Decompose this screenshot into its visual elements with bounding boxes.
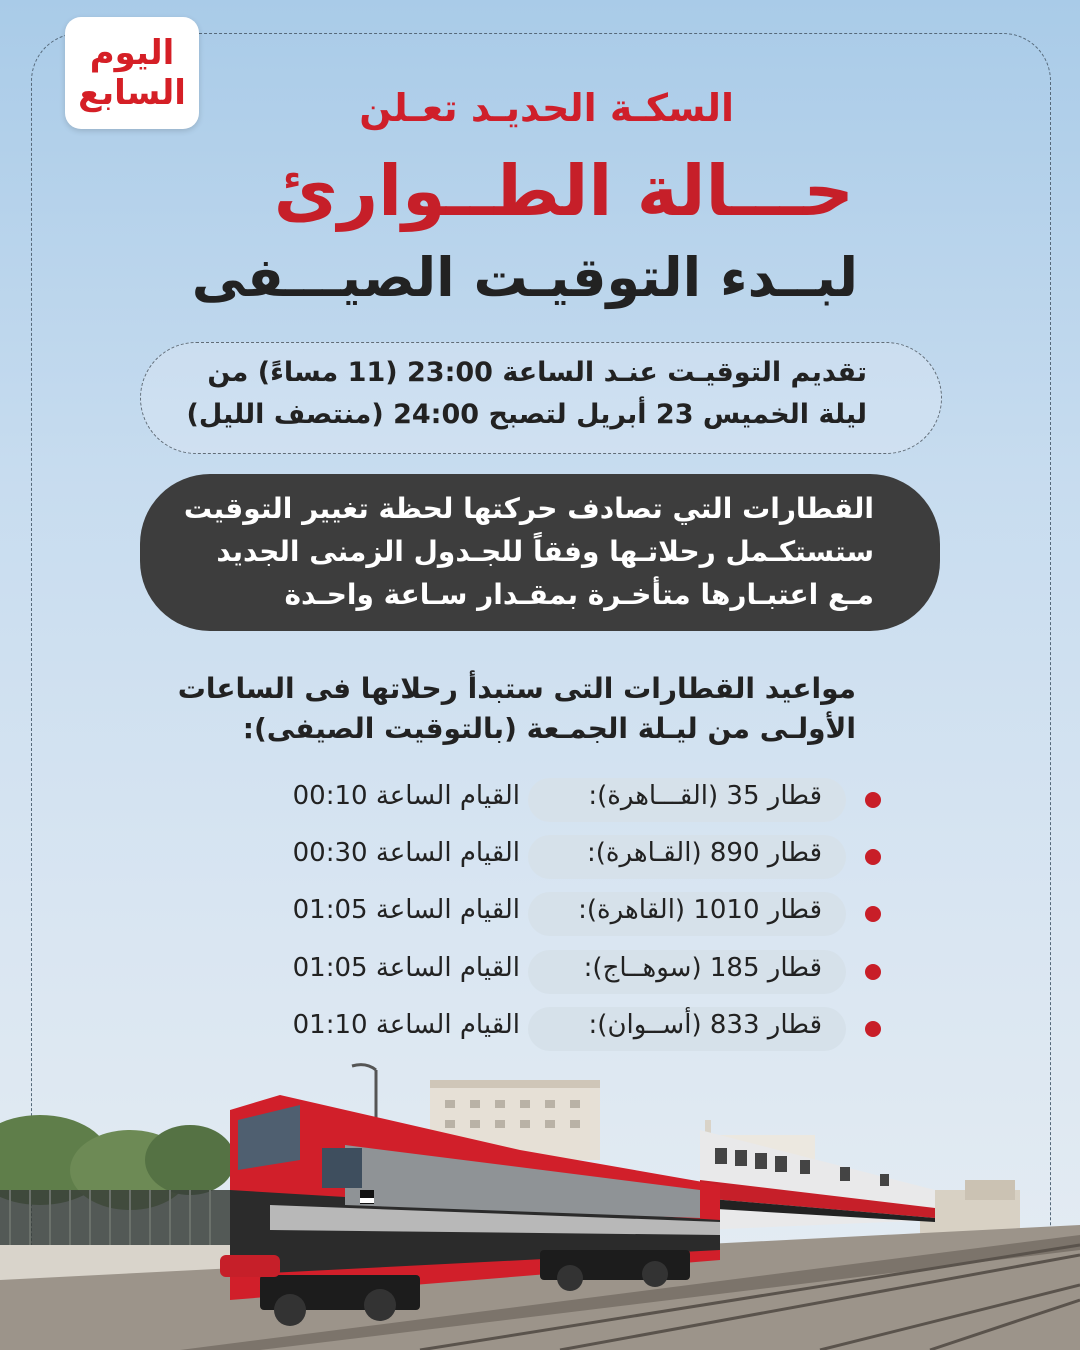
- info-line2: ستستكـمل رحلاتـها وفقاً للجـدول الزمنى الجديد: [216, 535, 874, 568]
- headline-kicker: السكـة الحديـد تعـلن: [359, 86, 734, 130]
- schedule-row: [0, 775, 1080, 821]
- train-photo: [0, 1040, 1080, 1350]
- bullet-icon: [865, 849, 881, 865]
- departure-time: القيام الساعة 00:30: [292, 838, 520, 868]
- logo-line2: السابع: [78, 73, 186, 113]
- fence: [0, 1190, 230, 1245]
- train-label: قطار 833 (أســوان):: [588, 1010, 822, 1040]
- logo-line1: اليوم: [89, 33, 175, 73]
- logo: [65, 17, 199, 129]
- train-label: قطار 890 (القـاهرة):: [587, 838, 822, 868]
- notice-box: [140, 342, 942, 454]
- notice-line1: تقديم التوقيـت عنـد الساعة 23:00 (11 مساءً) من: [207, 357, 867, 388]
- bullet-icon: [865, 1021, 881, 1037]
- train-label: قطار 185 (سوهــاج):: [583, 953, 822, 983]
- headline-title: حـــالة الطــوارئ: [273, 150, 854, 232]
- info-line1: القطارات التي تصادف حركتها لحظة تغيير التوقيت: [183, 492, 874, 525]
- departure-time: القيام الساعة 01:05: [292, 895, 520, 925]
- info-box: [140, 474, 940, 631]
- train-label: قطار 1010 (القاهرة):: [578, 895, 822, 925]
- schedule-intro-line1: مواعيد القطارات التى ستبدأ رحلاتها فى الساعات: [177, 672, 856, 705]
- headline-subtitle: لبــدء التوقيـت الصيـــفى: [191, 246, 858, 309]
- schedule-row: [0, 889, 1080, 935]
- info-line3: مـع اعتبـارها متأخـرة بمقـدار سـاعة واحـدة: [284, 578, 874, 611]
- schedule-intro-line2: الأولـى من ليـلة الجمـعة (بالتوقيت الصيفى):: [242, 712, 856, 745]
- bullet-icon: [865, 906, 881, 922]
- departure-time: القيام الساعة 01:05: [292, 953, 520, 983]
- departure-time: القيام الساعة 01:10: [292, 1010, 520, 1040]
- bullet-icon: [865, 964, 881, 980]
- schedule-row: [0, 832, 1080, 878]
- bullet-icon: [865, 792, 881, 808]
- notice-line2: ليلة الخميس 23 أبريل لتصبح 24:00 (منتصف الليل): [186, 399, 867, 430]
- schedule-row: [0, 947, 1080, 993]
- train-label: قطار 35 (القـــاهرة):: [588, 781, 822, 811]
- departure-time: القيام الساعة 00:10: [292, 781, 520, 811]
